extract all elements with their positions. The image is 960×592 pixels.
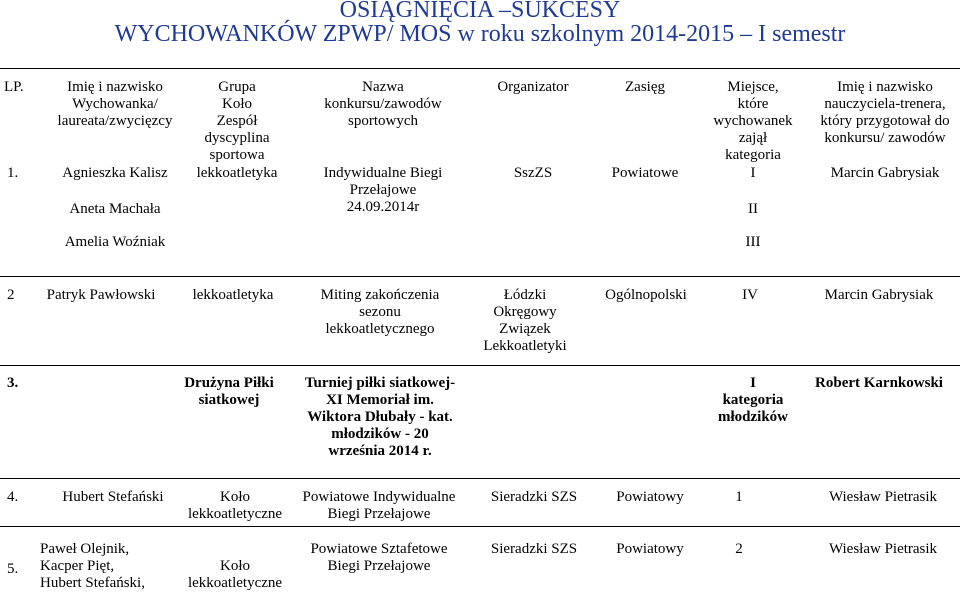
row1-name-1: Agnieszka Kalisz [62, 165, 168, 181]
row4-teacher: Wiesław Pietrasik [828, 489, 938, 505]
row4-range: Powiatowy [616, 489, 684, 505]
row4-group: Koło lekkoatletyczne [187, 489, 283, 522]
row2-name: Patryk Pawłowski [46, 287, 156, 303]
row5-group: Koło lekkoatletyczne [187, 558, 283, 591]
header-name: Imię i nazwisko Wychowanka/ laureata/zwycięzcy [57, 79, 173, 129]
row2-competition: Miting zakończenia sezonu lekkoatletycznego [320, 287, 440, 337]
table-rule-row4 [0, 478, 960, 479]
header-group: Grupa Koło Zespół dyscyplina sportowa [204, 79, 270, 163]
title-line-2: WYCHOWANKÓW ZPWP/ MOS w roku szkolnym 2014-2015 – I semestr [114, 21, 846, 47]
row1-name-2: Aneta Machała [69, 201, 161, 217]
row5-organizer: Sieradzki SZS [490, 541, 578, 557]
row5-teacher: Wiesław Pietrasik [828, 541, 938, 557]
row1-group: lekkoatletyka [196, 165, 278, 181]
row1-range: Powiatowe [611, 165, 679, 181]
row4-name: Hubert Stefański [62, 489, 164, 505]
header-organizer: Organizator [497, 79, 569, 95]
header-teacher: Imię i nazwisko nauczyciela-trenera, który przygotował do konkursu/ zawodów [820, 79, 950, 146]
row4-place: 1 [735, 489, 743, 505]
row1-place-3: III [745, 234, 761, 250]
row5-place: 2 [735, 541, 743, 557]
row2-range: Ogólnopolski [605, 287, 687, 303]
table-rule-row5 [0, 526, 960, 527]
header-place: Miejsce, które wychowanek zajął kategoria [713, 79, 793, 163]
row3-competition: Turniej piłki siatkowej- XI Memoriał im. Wiktora Dłubały - kat. młodzików - 20 września 2014 r. [304, 375, 456, 459]
row2-lp: 2 [7, 287, 15, 303]
row4-lp: 4. [7, 489, 19, 505]
title-line-1: OSIĄGNIĘCIA –SUKCESY [339, 0, 621, 23]
row5-range: Powiatowy [616, 541, 684, 557]
row1-name-3: Amelia Woźniak [64, 234, 166, 250]
row3-place: I kategoria młodzików [717, 375, 788, 425]
row5-lp: 5. [7, 561, 19, 577]
row3-lp: 3. [7, 375, 19, 391]
row1-place-1: I [750, 165, 756, 181]
header-competition: Nazwa konkursu/zawodów sportowych [324, 79, 442, 129]
table-rule-row3 [0, 365, 960, 366]
row1-organizer: SszZS [513, 165, 553, 181]
table-rule-top [0, 68, 960, 69]
row5-competition: Powiatowe Sztafetowe Biegi Przełajowe [310, 541, 448, 574]
row2-place: IV [742, 287, 758, 303]
row4-competition: Powiatowe Indywidualne Biegi Przełajowe [302, 489, 456, 522]
header-lp: LP. [4, 79, 24, 95]
row1-place-2: II [748, 201, 758, 217]
row2-organizer: Łódzki Okręgowy Związek Lekkoatletyki [483, 287, 567, 354]
row1-lp: 1. [7, 165, 19, 181]
row4-organizer: Sieradzki SZS [490, 489, 578, 505]
row2-group: lekkoatletyka [192, 287, 274, 303]
header-range: Zasięg [625, 79, 665, 95]
row3-teacher: Robert Karnkowski [815, 375, 943, 391]
row3-group: Drużyna Piłki siatkowej [184, 375, 274, 408]
row1-teacher: Marcin Gabrysiak [830, 165, 940, 181]
row1-competition: Indywidualne Biegi Przełajowe 24.09.2014r [323, 165, 443, 215]
row5-names: Paweł Olejnik, Kacper Pięt, Hubert Stefański, [40, 541, 145, 591]
table-rule-row2 [0, 276, 960, 277]
row2-teacher: Marcin Gabrysiak [824, 287, 934, 303]
